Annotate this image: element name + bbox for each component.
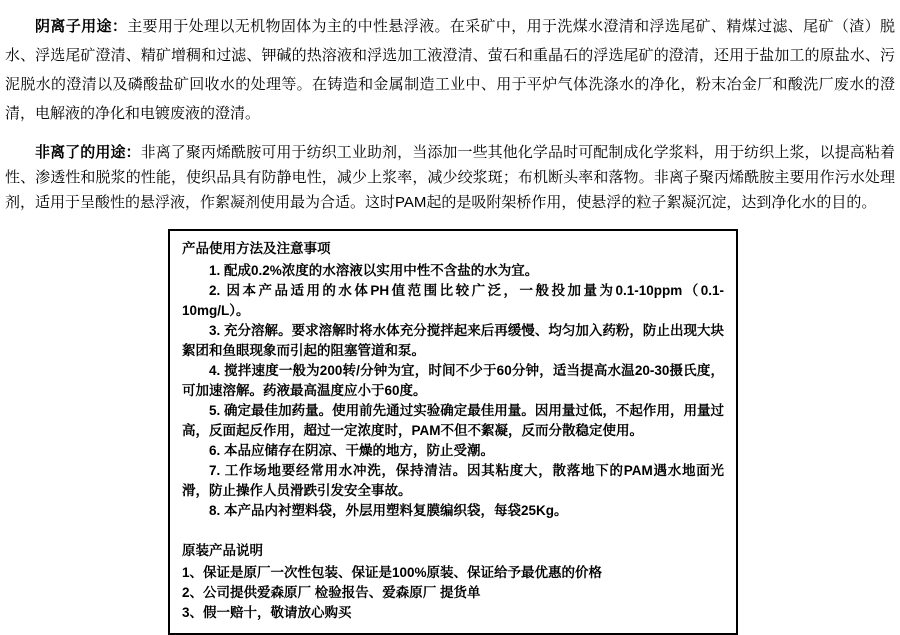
notice-item-4: 4. 搅拌速度一般为200转/分钟为宜，时间不少于60分钟，适当提高水温20-30摄氏度，可加速溶解。药液最高温度应小于60度。	[182, 363, 724, 398]
notice-box-title: 产品使用方法及注意事项	[182, 241, 331, 256]
usage-notice-box	[168, 229, 738, 635]
paragraph-nonionic-body: 非离了聚丙烯酰胺可用于纺织工业助剂，当添加一些其他化学品时可配制成化学浆料，用于纺织上浆，以提高粘着性、渗透性和脱浆的性能，使织品具有防静电性，减少上浆率，减少绞浆斑；布机断头率和落物。非离子聚丙烯酰胺主要用作污水处理剂，适用于呈酸性的悬浮液，作絮凝剂使用最为合适。这时PAM起的是吸附架桥作用，使悬浮的粒子絮凝沉淀，达到净化水的目的。	[5, 144, 895, 211]
notice-item-8: 8. 本产品内衬塑料袋，外层用塑料复膜编织袋，每袋25Kg。	[209, 503, 568, 518]
packaging-notes-title: 原装产品说明	[182, 543, 263, 558]
notice-item-6: 6. 本品应储存在阴凉、干燥的地方，防止受潮。	[209, 443, 495, 458]
paragraph-anionic-uses	[5, 12, 895, 128]
notice-item-7: 7. 工作场地要经常用水冲洗，保持清洁。因其粘度大，散落地下的PAM遇水地面光滑，防止操作人员滑跌引发安全事故。	[182, 463, 724, 498]
box-spacer	[182, 521, 724, 541]
paragraph-nonionic-lead: 非离了的用途：	[35, 144, 141, 161]
notice-item-1: 1. 配成0.2%浓度的水溶液以实用中性不含盐的水为宜。	[209, 263, 539, 278]
paragraph-anionic-lead: 阴离子用途：	[35, 18, 128, 35]
packaging-note-2: 2、公司提供爱森原厂 检验报告、爱森原厂 提货单	[182, 585, 481, 600]
packaging-note-3: 3、假一赔十，敬请放心购买	[182, 605, 352, 620]
paragraph-anionic-body: 主要用于处理以无机物固体为主的中性悬浮液。在采矿中，用于洗煤水澄清和浮选尾矿、精煤过滤、尾矿（渣）脱水、浮选尾矿澄清、精矿增稠和过滤、钾碱的热溶液和浮选加工液澄清、萤石和重晶石的浮选尾矿的澄清，还用于盐加工的原盐水、污泥脱水的澄清以及磷酸盐矿回收水的处理等。在铸造和金属制造工业中、用于平炉气体洗涤水的净化，粉末冶金厂和酸洗厂废水的澄清，电解液的净化和电镀废液的澄清。	[5, 18, 895, 122]
notice-item-5: 5. 确定最佳加药量。使用前先通过实验确定最佳用量。因用量过低，不起作用，用量过高，反面起反作用，超过一定浓度时，PAM不但不絮凝，反而分散稳定使用。	[182, 403, 724, 438]
notice-item-3: 3. 充分溶解。要求溶解时将水体充分搅拌起来后再缓慢、均匀加入药粉，防止出现大块絮团和鱼眼现象而引起的阻塞管道和泵。	[182, 323, 724, 358]
paragraph-nonionic-uses	[5, 140, 895, 215]
notice-item-2: 2. 因本产品适用的水体PH值范围比较广泛，一般投加量为0.1-10ppm（0.1-10mg/L）。	[182, 283, 724, 318]
packaging-note-1: 1、保证是原厂一次性包装、保证是100%原装、保证给予最优惠的价格	[182, 565, 603, 580]
